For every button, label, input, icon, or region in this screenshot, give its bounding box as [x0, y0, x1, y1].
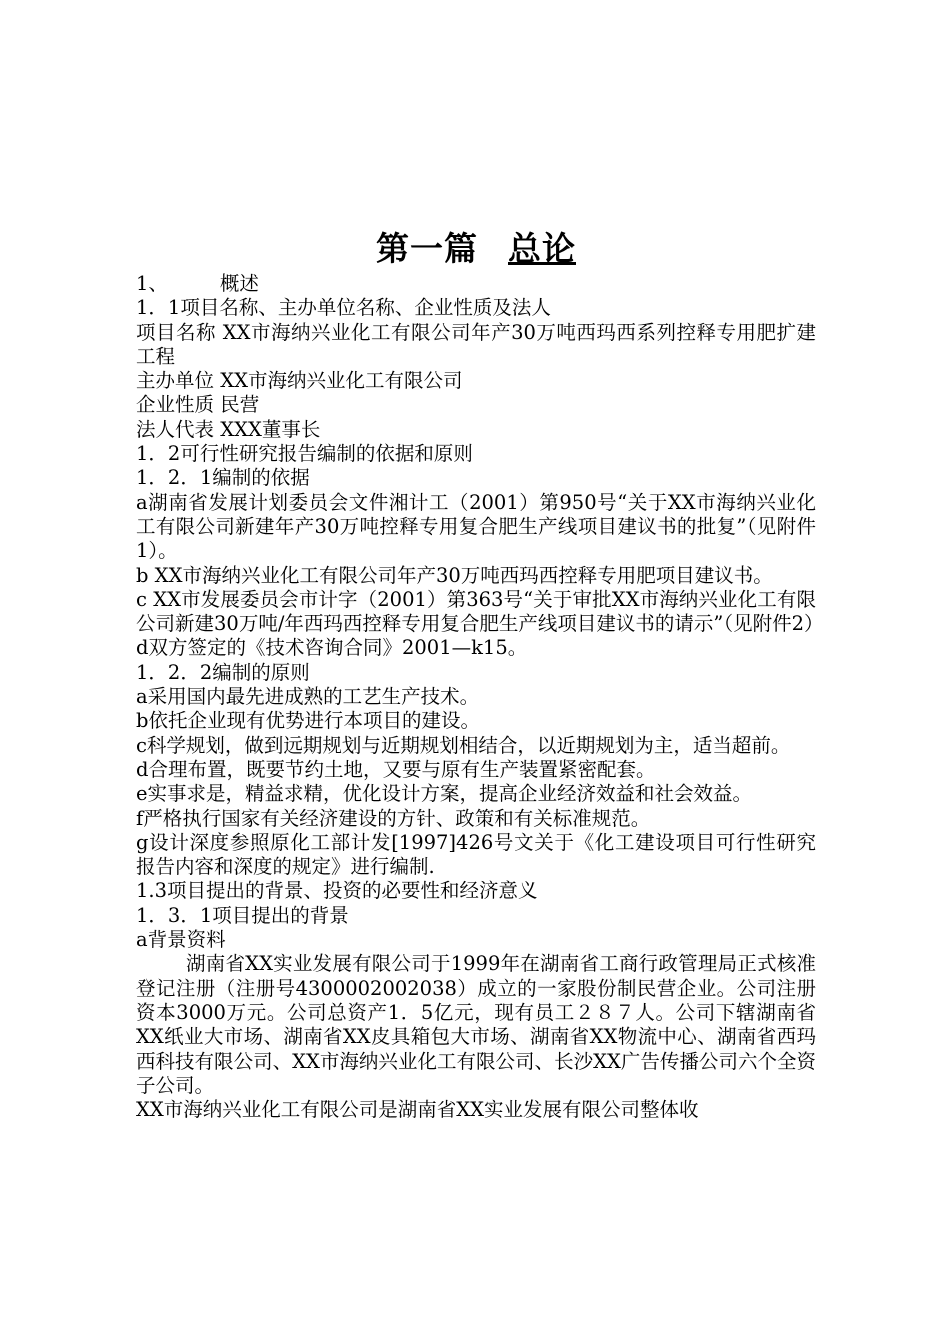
- subsection-heading: 1.3项目提出的背景、投资的必要性和经济意义: [136, 879, 538, 903]
- section-title: 概述: [219, 272, 259, 295]
- section-heading: [136, 272, 816, 296]
- principle-item: a采用国内最先进成熟的工艺生产技术。: [136, 685, 480, 709]
- principle-item: d合理布置，既要节约土地，又要与原有生产装置紧密配套。: [136, 757, 656, 781]
- basis-item: a湖南省发展计划委员会文件湘计工（2001）第950号“关于XX市海纳兴业化工有限公司新建年产30万吨控释专用复合肥生产线项目建议书的批复”（见附件1）。: [136, 490, 816, 563]
- subsubsection-heading: 1．2．2编制的原则: [136, 660, 310, 684]
- subsubsection-heading: 1．2．1编制的依据: [136, 466, 310, 490]
- principle-item: f严格执行国家有关经济建设的方针、政策和有关标准规范。: [136, 806, 651, 830]
- background-heading: a背景资料: [136, 928, 226, 952]
- principle-item: g设计深度参照原化工部计发[1997]426号文关于《化工建设项目可行性研究报告内容和深度的规定》进行编制.: [136, 830, 816, 879]
- chapter-number: 第一篇: [376, 229, 478, 268]
- chapter-name: 总论: [508, 229, 576, 268]
- subsection-heading: 1．2可行性研究报告编制的依据和原则: [136, 442, 473, 466]
- document-body: [136, 272, 824, 1122]
- sponsor-line: 主办单位 XX市海纳兴业化工有限公司: [136, 369, 463, 393]
- basis-item: b XX市海纳兴业化工有限公司年产30万吨西玛西控释专用肥项目建议书。: [136, 563, 773, 587]
- section-number: 1、: [136, 272, 168, 295]
- subsection-heading: 1．1项目名称、主办单位名称、企业性质及法人: [136, 296, 551, 320]
- chapter-title: [136, 226, 816, 272]
- project-name-line: 项目名称 XX市海纳兴业化工有限公司年产30万吨西玛西系列控释专用肥扩建工程: [136, 320, 816, 368]
- enterprise-type-line: 企业性质 民营: [136, 393, 260, 417]
- subsubsection-heading: 1．3．1项目提出的背景: [136, 903, 349, 927]
- principle-item: b依托企业现有优势进行本项目的建设。: [136, 709, 480, 733]
- background-paragraph: XX市海纳兴业化工有限公司是湖南省XX实业发展有限公司整体收: [136, 1098, 699, 1122]
- principle-item: e实事求是，精益求精，优化设计方案，提高企业经济效益和社会效益。: [136, 782, 753, 806]
- basis-item: d双方签定的《技术咨询合同》2001—k15。: [136, 636, 528, 660]
- background-paragraph: 湖南省XX实业发展有限公司于1999年在湖南省工商行政管理局正式核准登记注册（注册号4300002002038）成立的一家股份制民营企业。公司注册资本3000万元。公司总资产1．5亿元，现有员工２８７人。公司下辖湖南省XX纸业大市场、湖南省XX皮具箱包大市场、湖南省XX物流中心、湖南省西玛西科技有限公司、XX市海纳兴业化工有限公司、长沙XX广告传播公司六个全资子公司。: [136, 952, 816, 1097]
- principle-item: c科学规划，做到远期规划与近期规划相结合，以近期规划为主，适当超前。: [136, 733, 791, 757]
- basis-item: c XX市发展委员会市计字（2001）第363号“关于审批XX市海纳兴业化工有限公司新建30万吨/年西玛西控释专用复合肥生产线项目建议书的请示”（见附件2）: [136, 587, 824, 636]
- legal-rep-line: 法人代表 XXX董事长: [136, 417, 321, 441]
